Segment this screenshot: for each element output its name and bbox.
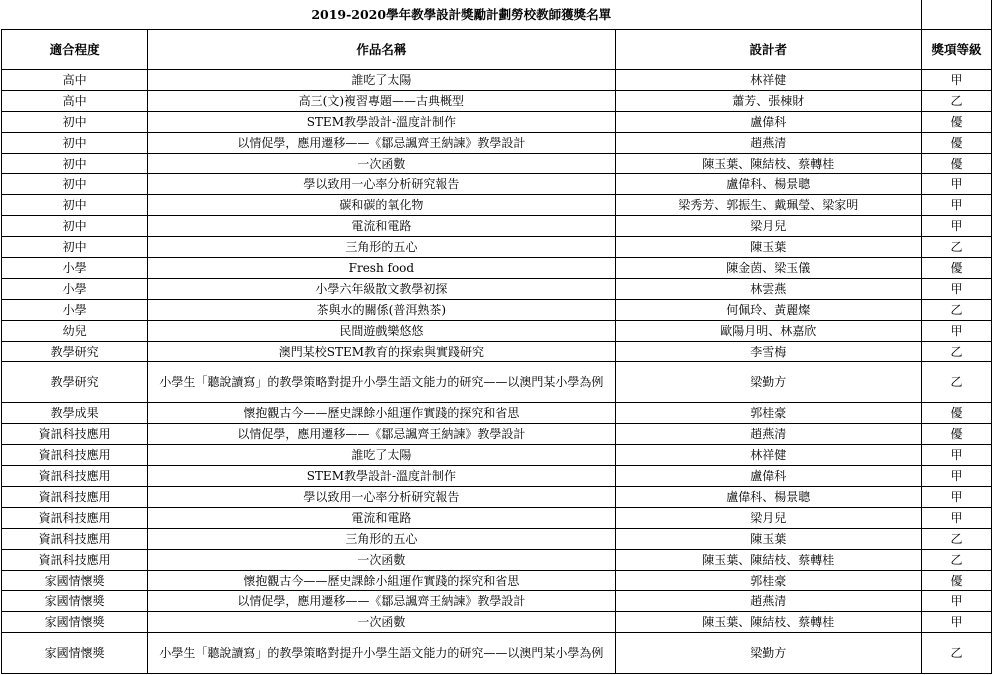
table-row — [2, 132, 992, 153]
cell-designer: 陳玉葉、陳結枝、蔡轉桂 — [615, 153, 921, 174]
cell-grade: 優 — [921, 153, 991, 174]
cell-level: 資訊科技應用 — [2, 487, 148, 508]
table-row — [2, 445, 992, 466]
cell-level: 初中 — [2, 153, 148, 174]
cell-work: 碳和碳的氧化物 — [148, 195, 615, 216]
cell-designer: 梁勤方 — [615, 362, 921, 403]
title-row-empty-cell — [921, 0, 991, 30]
table-row — [2, 111, 992, 132]
cell-work: 一次函數 — [148, 549, 615, 570]
cell-level: 初中 — [2, 237, 148, 258]
award-table-body — [2, 0, 992, 674]
cell-designer: 盧偉科 — [615, 466, 921, 487]
cell-work: 民間遊戲樂悠悠 — [148, 320, 615, 341]
cell-designer: 梁秀芳、郭振生、戴珮瑩、梁家明 — [615, 195, 921, 216]
cell-designer: 趙燕清 — [615, 132, 921, 153]
table-row — [2, 70, 992, 91]
cell-designer: 趙燕清 — [615, 591, 921, 612]
cell-level: 教學成果 — [2, 403, 148, 424]
cell-level: 資訊科技應用 — [2, 528, 148, 549]
cell-work: 以情促學，應用遷移——《鄒忌諷齊王納諫》教學設計 — [148, 591, 615, 612]
cell-level: 高中 — [2, 90, 148, 111]
cell-designer: 陳玉葉、陳結枝、蔡轉桂 — [615, 612, 921, 633]
table-row — [2, 174, 992, 195]
cell-work: 小學生「聽說讀寫」的教學策略對提升小學生語文能力的研究——以澳門某小學為例 — [148, 633, 615, 674]
cell-level: 初中 — [2, 174, 148, 195]
cell-grade: 甲 — [921, 278, 991, 299]
cell-level: 資訊科技應用 — [2, 424, 148, 445]
cell-level: 初中 — [2, 132, 148, 153]
table-row — [2, 612, 992, 633]
table-row — [2, 362, 992, 403]
cell-designer: 盧偉科、楊景聰 — [615, 174, 921, 195]
cell-work: STEM教學設計-溫度計制作 — [148, 111, 615, 132]
cell-level: 家國情懷獎 — [2, 591, 148, 612]
cell-level: 教學研究 — [2, 341, 148, 362]
cell-grade: 甲 — [921, 591, 991, 612]
cell-work: 電流和電路 — [148, 216, 615, 237]
cell-grade: 甲 — [921, 216, 991, 237]
cell-grade: 乙 — [921, 528, 991, 549]
cell-work: Fresh food — [148, 258, 615, 279]
table-row — [2, 299, 992, 320]
cell-level: 家國情懷獎 — [2, 612, 148, 633]
cell-level: 初中 — [2, 216, 148, 237]
header-work: 作品名稱 — [148, 30, 615, 70]
table-row — [2, 591, 992, 612]
table-row — [2, 195, 992, 216]
cell-work: 懷抱觀古今——歷史課餘小組運作實踐的探究和省思 — [148, 403, 615, 424]
cell-designer: 梁月兒 — [615, 507, 921, 528]
cell-grade: 甲 — [921, 507, 991, 528]
cell-work: 高三(文)複習專題——古典概型 — [148, 90, 615, 111]
cell-level: 高中 — [2, 70, 148, 91]
cell-work: 以情促學，應用遷移——《鄒忌諷齊王納諫》教學設計 — [148, 424, 615, 445]
cell-level: 初中 — [2, 195, 148, 216]
title-row — [2, 0, 992, 30]
table-row — [2, 633, 992, 674]
cell-level: 小學 — [2, 299, 148, 320]
table-row — [2, 487, 992, 508]
cell-grade: 優 — [921, 258, 991, 279]
cell-designer: 何佩玲、黃麗燦 — [615, 299, 921, 320]
cell-designer: 梁月兒 — [615, 216, 921, 237]
cell-designer: 李雪梅 — [615, 341, 921, 362]
cell-designer: 林祥健 — [615, 445, 921, 466]
cell-grade: 乙 — [921, 362, 991, 403]
cell-designer: 趙燕清 — [615, 424, 921, 445]
cell-designer: 梁勤方 — [615, 633, 921, 674]
cell-grade: 優 — [921, 132, 991, 153]
cell-work: 學以致用一心率分析研究報告 — [148, 487, 615, 508]
header-row — [2, 30, 992, 70]
cell-work: 一次函數 — [148, 153, 615, 174]
cell-work: 誰吃了太陽 — [148, 445, 615, 466]
table-row — [2, 403, 992, 424]
cell-grade: 甲 — [921, 320, 991, 341]
cell-grade: 乙 — [921, 299, 991, 320]
cell-work: 茶與水的關係(普洱熟茶) — [148, 299, 615, 320]
cell-designer: 郭桂豪 — [615, 403, 921, 424]
cell-designer: 蕭芳、張棟財 — [615, 90, 921, 111]
table-row — [2, 466, 992, 487]
cell-work: 三角形的五心 — [148, 528, 615, 549]
cell-work: 學以致用一心率分析研究報告 — [148, 174, 615, 195]
cell-grade: 甲 — [921, 174, 991, 195]
sheet-title: 2019-2020學年教學設計獎勵計劃勞校教師獲獎名單 — [2, 0, 922, 30]
cell-level: 家國情懷獎 — [2, 570, 148, 591]
cell-work: 三角形的五心 — [148, 237, 615, 258]
cell-grade: 優 — [921, 424, 991, 445]
cell-grade: 優 — [921, 403, 991, 424]
table-row — [2, 278, 992, 299]
table-row — [2, 237, 992, 258]
cell-designer: 陳玉葉、陳結枝、蔡轉桂 — [615, 549, 921, 570]
cell-grade: 甲 — [921, 195, 991, 216]
table-row — [2, 341, 992, 362]
cell-level: 小學 — [2, 278, 148, 299]
header-grade: 獎項等級 — [921, 30, 991, 70]
cell-level: 資訊科技應用 — [2, 549, 148, 570]
cell-grade: 乙 — [921, 237, 991, 258]
cell-grade: 甲 — [921, 487, 991, 508]
cell-designer: 郭桂豪 — [615, 570, 921, 591]
cell-work: 電流和電路 — [148, 507, 615, 528]
cell-work: 誰吃了太陽 — [148, 70, 615, 91]
cell-grade: 甲 — [921, 70, 991, 91]
table-row — [2, 424, 992, 445]
header-level: 適合程度 — [2, 30, 148, 70]
cell-designer: 林雲燕 — [615, 278, 921, 299]
table-row — [2, 216, 992, 237]
cell-designer: 陳金茵、梁玉儀 — [615, 258, 921, 279]
cell-level: 教學研究 — [2, 362, 148, 403]
cell-designer: 陳玉葉 — [615, 237, 921, 258]
cell-work: 小學生「聽說讀寫」的教學策略對提升小學生語文能力的研究——以澳門某小學為例 — [148, 362, 615, 403]
cell-designer: 歐陽月明、林嘉欣 — [615, 320, 921, 341]
cell-grade: 乙 — [921, 341, 991, 362]
cell-work: 以情促學，應用遷移——《鄒忌諷齊王納諫》教學設計 — [148, 132, 615, 153]
cell-grade: 優 — [921, 111, 991, 132]
cell-designer: 盧偉科、楊景聰 — [615, 487, 921, 508]
cell-grade: 優 — [921, 570, 991, 591]
header-designer: 設計者 — [615, 30, 921, 70]
award-table — [1, 0, 992, 674]
cell-level: 資訊科技應用 — [2, 466, 148, 487]
cell-designer: 林祥健 — [615, 70, 921, 91]
table-row — [2, 528, 992, 549]
cell-level: 資訊科技應用 — [2, 507, 148, 528]
table-row — [2, 507, 992, 528]
cell-grade: 甲 — [921, 445, 991, 466]
cell-work: 懷抱觀古今——歷史課餘小組運作實踐的探究和省思 — [148, 570, 615, 591]
cell-work: 一次函數 — [148, 612, 615, 633]
cell-level: 幼兒 — [2, 320, 148, 341]
cell-designer: 盧偉科 — [615, 111, 921, 132]
cell-designer: 陳玉葉 — [615, 528, 921, 549]
table-row — [2, 320, 992, 341]
cell-work: 小學六年級散文教學初探 — [148, 278, 615, 299]
cell-grade: 乙 — [921, 90, 991, 111]
cell-level: 資訊科技應用 — [2, 445, 148, 466]
cell-level: 小學 — [2, 258, 148, 279]
table-row — [2, 570, 992, 591]
cell-grade: 乙 — [921, 633, 991, 674]
table-row — [2, 153, 992, 174]
table-row — [2, 549, 992, 570]
cell-work: STEM教學設計-溫度計制作 — [148, 466, 615, 487]
table-row — [2, 90, 992, 111]
cell-grade: 甲 — [921, 612, 991, 633]
cell-work: 澳門某校STEM教育的探索與實踐研究 — [148, 341, 615, 362]
cell-grade: 乙 — [921, 549, 991, 570]
table-row — [2, 258, 992, 279]
cell-level: 初中 — [2, 111, 148, 132]
cell-level: 家國情懷獎 — [2, 633, 148, 674]
cell-grade: 甲 — [921, 466, 991, 487]
